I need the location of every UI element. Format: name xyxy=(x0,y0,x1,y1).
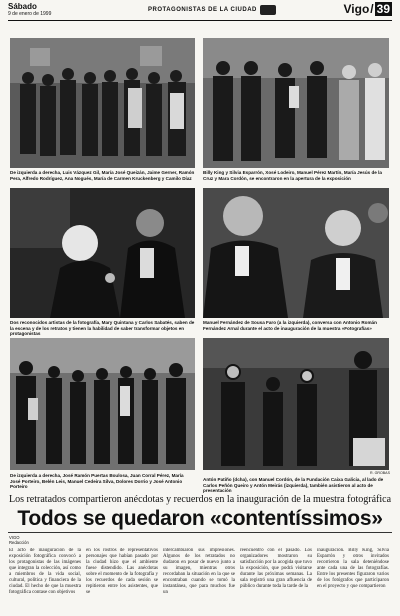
byline xyxy=(9,535,29,545)
photo-group-right xyxy=(203,38,389,168)
article-headline: Todos se quedaron «contentíssimos» xyxy=(17,507,383,530)
header-city: Vigo xyxy=(343,2,370,16)
photo-group-men xyxy=(10,338,195,470)
byline-author: Redacción xyxy=(9,540,29,545)
article-column-1: El acto de inauguración de la exposición fotográfica convocó a los protagonistas de las imágenes que integran la colección, así como a miembros de la vida social, cultural, política y financiera de la ciudad. El hecho de que la muestra fotográfica contase con objetivos xyxy=(9,548,81,595)
caption-photo-5: De izquierda a derecha, José Ramón Puertas Boulosa, Juan Corral Pérez, María José Porteiro, Belén Leis, Manuel Cedeira Silva, Dolores Dorrio y José Antonio Porteiro xyxy=(10,473,184,490)
page-number: 39 xyxy=(376,2,390,16)
article-column-2: en los rostros de representativos personajes que habían pasado por la ciudad hizo que el ambiente fuese distendido. Las anécdotas sobre el momento de la fotografía y los recuerdos de cada sesión se repitieron entre los asistentes, que se xyxy=(86,548,158,595)
photo-two-men xyxy=(203,188,389,318)
article-kicker: Los retratados compartieron anécdotas y recuerdos en la inauguración de la muestra fotográfica xyxy=(8,494,392,505)
article-column-4: reencuentro con el pasado. Los organizadores mostraron su satisfacción por la acogida que tuvo la exposición, que podrá visitarse durante las próximas semanas. La sala registró una gran afluencia de público durante toda la tarde de la xyxy=(240,548,312,589)
caption-photo-3: Dos reconocidos artistas de la fotografía, Mary Quintana y Carlos Sabatés, saben de la escena y de los retratos y tienen la habilidad de saber transformar objetos en protagonistas xyxy=(10,320,195,337)
caption-photo-6: Antón Patiño (dcha), con Manuel Cordón, de la Fundación Caixa Galicia, al lado de Carlos Peñón Queiro y Antón Meirás (izquierda), también asistieron al acto de presentación xyxy=(203,477,384,494)
caption-photo-1: De izquierda a derecha, Luis Vázquez Gil, María José Queizán, Jaime Gerner, Ramón Pera, Alfredo Rodríguez, Ana Nogués, María de Carmen Kruckenberg y Camilo Díaz xyxy=(10,170,195,181)
photo-credit: R. GROBAS xyxy=(370,471,390,475)
header-day: Sábado xyxy=(8,2,37,11)
header-city-page: Vigo/ 39 xyxy=(343,2,390,16)
article-column-3: intercambiaron sus impresiones. Algunos de los retratados no dudaron en posar de nuevo junto a su imagen, mientras otros recordaban la situación en la que se encontraban cuando se tomó la instantánea, que para muchos fue un xyxy=(163,548,235,595)
header-section-block xyxy=(148,5,276,15)
header-section: PROTAGONISTAS DE LA CIUDAD xyxy=(148,7,257,13)
header-date-block xyxy=(8,3,51,18)
caption-photo-4: Manuel Fernández de Sousa Faro (a la izquierda), conversa con Antonio Román Fernández Arnal durante el acto de inauguración de la muestra «Fotografías» xyxy=(203,320,377,331)
page-header xyxy=(8,2,392,21)
caption-photo-2: Billy King y Silvia Esparrón, Xosé Lodeiro, Manuel Pérez Martín, María Jesús de la Cruz y Mara Cordón, se encontraron en la apertura de la exposición xyxy=(203,170,382,181)
article-column-5: inauguración. Billy King, Silvia Esparrón y otros invitados recorrieron la sala deteniéndose ante cada una de las fotografías. Entre los presentes figuraron varios de los fotógrafos que participaron en el proyecto y que compartieron xyxy=(317,548,389,589)
byline-place: VIGO xyxy=(9,535,20,540)
photo-reception xyxy=(203,338,389,470)
photo-group-left xyxy=(10,38,195,168)
headline-rule xyxy=(8,532,392,533)
header-date: 9 de enero de 1999 xyxy=(8,11,52,17)
section-logo-icon xyxy=(260,5,276,15)
photo-handshake xyxy=(10,188,195,318)
